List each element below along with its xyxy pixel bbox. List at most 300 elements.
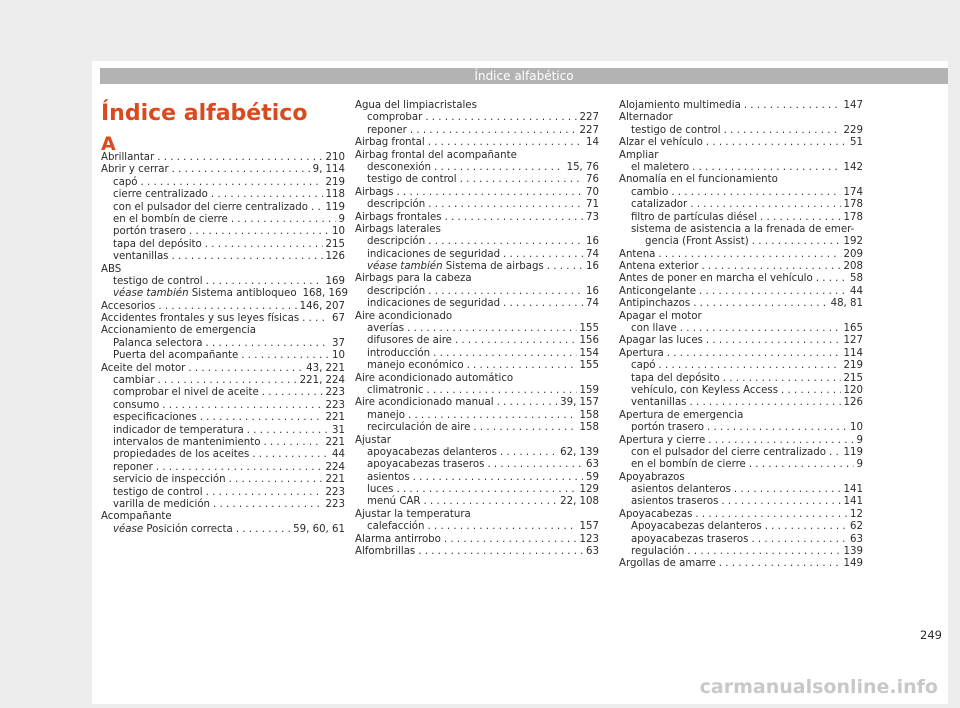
index-entry-pages: 224 xyxy=(325,461,345,473)
index-entry-text: capó xyxy=(631,360,656,372)
index-heading xyxy=(355,509,599,521)
index-entry-pages: 51 xyxy=(850,137,863,149)
index-entry-label xyxy=(619,286,696,298)
index-column-1 xyxy=(101,151,348,536)
index-heading-label: ABS xyxy=(101,263,122,275)
index-entry-pages: 126 xyxy=(843,397,863,409)
index-entry xyxy=(355,236,599,248)
index-entry xyxy=(619,435,863,447)
index-entry-pages: 71 xyxy=(586,199,599,211)
index-entry xyxy=(355,174,599,186)
index-entry-pages: 219 xyxy=(843,360,863,372)
index-entry-label xyxy=(113,449,249,461)
index-entry xyxy=(101,189,345,201)
index-entry xyxy=(101,214,345,226)
index-entry-label xyxy=(367,323,404,335)
index-entry-text: portón trasero xyxy=(113,226,187,238)
index-entry-label xyxy=(631,546,684,558)
index-entry-pages: 154 xyxy=(579,347,599,359)
index-heading-label: Airbag frontal del acompañante xyxy=(355,149,517,161)
index-entry-pages: 139 xyxy=(843,546,863,558)
index-entry-pages: 67 xyxy=(332,313,345,325)
index-entry-pages: 15, 76 xyxy=(566,161,599,173)
dot-leader xyxy=(424,496,558,508)
index-entry-pages: 165 xyxy=(843,323,863,335)
index-entry-pages: 156 xyxy=(579,335,599,347)
index-entry-text: con el pulsador del cierre centralizado xyxy=(631,446,826,458)
dot-leader xyxy=(444,534,577,546)
index-heading-label: Apoyabrazos xyxy=(619,471,685,483)
index-entry xyxy=(101,400,345,412)
index-entry-label xyxy=(101,363,185,375)
dot-leader xyxy=(311,202,323,214)
index-entry-label xyxy=(101,164,169,176)
dot-leader xyxy=(263,437,322,449)
index-entry-pages: 169 xyxy=(325,275,345,287)
index-heading xyxy=(619,174,863,186)
dot-leader xyxy=(236,524,290,536)
dot-leader xyxy=(752,236,841,248)
index-entry-text: regulación xyxy=(631,546,685,558)
index-entry-text: Apoyacabezas xyxy=(619,508,693,520)
index-entry-pages: 158 xyxy=(579,422,599,434)
index-entry-text: desconexión xyxy=(367,161,431,173)
index-entry-pages: 74 xyxy=(586,298,599,310)
index-entry xyxy=(101,524,345,536)
index-entry-text: Airbags xyxy=(355,186,394,198)
index-entry-text: consumo xyxy=(113,399,160,411)
page-title: Índice alfabético xyxy=(101,101,308,126)
index-entry xyxy=(355,472,599,484)
index-entry-text: Sistema de airbags xyxy=(445,261,544,273)
index-entry-label xyxy=(367,298,500,310)
index-entry xyxy=(101,449,345,461)
index-entry xyxy=(355,521,599,533)
index-entry-text: en el bombín de cierre xyxy=(631,459,746,471)
index-entry-pages: 16 xyxy=(586,236,599,248)
index-entry xyxy=(355,410,599,422)
index-entry xyxy=(619,373,863,385)
cross-reference-prefix: véase también xyxy=(113,288,189,300)
watermark: carmanualsonline.info xyxy=(699,676,938,698)
index-entry-label xyxy=(367,199,425,211)
index-entry-label xyxy=(367,261,544,273)
index-entry xyxy=(355,286,599,298)
index-entry xyxy=(619,348,863,360)
index-entry-text: menú CAR xyxy=(367,496,421,508)
index-entry-pages: 58 xyxy=(850,273,863,285)
index-entry-pages: 127 xyxy=(843,335,863,347)
dot-leader xyxy=(427,385,577,397)
index-entry-text: asientos traseros xyxy=(631,496,719,508)
index-entry xyxy=(101,412,345,424)
index-entry-text: cambio xyxy=(631,186,669,198)
index-entry-label xyxy=(631,534,748,546)
index-heading-label: Acompañante xyxy=(101,511,172,523)
index-entry-label xyxy=(619,348,664,360)
index-column-2 xyxy=(355,100,599,558)
index-entry-text: calefacción xyxy=(367,521,425,533)
dot-leader xyxy=(692,162,840,174)
index-entry-text: Abrir y cerrar xyxy=(101,164,169,176)
index-entry-label xyxy=(367,410,405,422)
index-entry xyxy=(619,261,863,273)
dot-leader xyxy=(708,435,853,447)
index-entry xyxy=(355,298,599,310)
index-entry-pages: 149 xyxy=(843,558,863,570)
index-entry xyxy=(619,125,863,137)
index-entry-pages: 123 xyxy=(579,533,599,545)
index-entry xyxy=(101,251,345,263)
index-entry-text: indicaciones de seguridad xyxy=(367,248,501,260)
index-heading xyxy=(101,264,345,276)
index-entry xyxy=(619,497,863,509)
dot-leader xyxy=(428,199,583,211)
index-entry xyxy=(355,546,599,558)
dot-leader xyxy=(418,546,583,558)
index-entry-label xyxy=(101,152,154,164)
index-entry xyxy=(355,249,599,261)
index-entry-label xyxy=(631,199,687,211)
dot-leader xyxy=(428,521,577,533)
index-entry-pages: 221 xyxy=(325,474,345,486)
dot-leader xyxy=(695,509,847,521)
index-entry xyxy=(355,212,599,224)
index-entry-label xyxy=(367,174,457,186)
index-entry-label xyxy=(631,521,762,533)
index-entry-label xyxy=(619,435,705,447)
dot-leader xyxy=(659,360,841,372)
index-entry xyxy=(101,313,345,325)
index-column-3 xyxy=(619,100,863,571)
index-entry-text: propiedades de los aceites xyxy=(113,449,250,461)
page-number: 249 xyxy=(920,628,942,642)
index-entry-label xyxy=(631,323,677,335)
dot-leader xyxy=(213,499,323,511)
header-title: Índice alfabético xyxy=(474,69,574,83)
index-entry-text: ventanillas xyxy=(631,397,687,409)
index-entry xyxy=(101,338,345,350)
index-entry xyxy=(619,298,863,310)
index-entry-label xyxy=(355,212,442,224)
index-entry-text: indicaciones de seguridad xyxy=(367,298,501,310)
index-entry-label xyxy=(113,251,169,263)
index-entry-text: asientos delanteros xyxy=(631,484,731,496)
index-entry xyxy=(619,447,863,459)
index-entry-pages: 59, 60, 61 xyxy=(293,523,345,535)
index-entry xyxy=(355,422,599,434)
index-entry-label xyxy=(631,459,746,471)
dot-leader xyxy=(231,214,336,226)
index-heading xyxy=(619,311,863,323)
index-entry-text: recirculación de aire xyxy=(367,422,471,434)
index-entry-text: Alzar el vehículo xyxy=(619,137,703,149)
index-entry-label xyxy=(113,202,308,214)
index-entry-label xyxy=(367,335,452,347)
dot-leader xyxy=(156,462,323,474)
index-entry xyxy=(619,534,863,546)
index-entry xyxy=(355,112,599,124)
index-entry-text: cierre centralizado xyxy=(113,189,208,201)
index-entry-text: capó xyxy=(113,176,138,188)
dot-leader xyxy=(497,397,558,409)
index-entry-pages: 119 xyxy=(843,446,863,458)
index-entry-label xyxy=(631,422,704,434)
dot-leader xyxy=(455,335,577,347)
index-entry-text: Antipinchazos xyxy=(619,298,691,310)
index-entry xyxy=(619,385,863,397)
dot-leader xyxy=(724,125,841,137)
dot-leader xyxy=(706,335,841,347)
dot-leader xyxy=(445,212,583,224)
dot-leader xyxy=(433,348,576,360)
index-heading xyxy=(619,472,863,484)
index-entry-pages: 209 xyxy=(843,248,863,260)
dot-leader xyxy=(829,447,841,459)
index-entry-label xyxy=(367,125,407,137)
dot-leader xyxy=(503,249,583,261)
index-entry-label xyxy=(367,521,425,533)
dot-leader xyxy=(781,385,841,397)
index-entry-text: manejo económico xyxy=(367,360,464,372)
index-entry xyxy=(619,236,863,248)
index-entry xyxy=(101,239,345,251)
index-entry-text: introducción xyxy=(367,347,431,359)
index-entry-text: intervalos de mantenimiento xyxy=(113,436,261,448)
index-entry xyxy=(619,199,863,211)
dot-leader xyxy=(428,286,583,298)
dot-leader xyxy=(141,177,323,189)
index-entry-label xyxy=(367,348,430,360)
index-entry-label xyxy=(113,487,203,499)
index-heading xyxy=(355,150,599,162)
index-heading-label: Airbags laterales xyxy=(355,223,441,235)
index-entry-pages: 157 xyxy=(579,521,599,533)
index-entry-pages: 9 xyxy=(856,459,863,471)
dot-leader xyxy=(206,487,323,499)
index-heading-label: Aire acondicionado xyxy=(355,310,453,322)
index-entry xyxy=(619,335,863,347)
index-entry-label xyxy=(113,288,297,300)
index-entry-text: Antena xyxy=(619,248,656,260)
index-entry-pages: 44 xyxy=(332,449,345,461)
index-entry-pages: 223 xyxy=(325,399,345,411)
dot-leader xyxy=(760,212,841,224)
index-entry-label xyxy=(367,459,484,471)
index-entry-label xyxy=(113,474,226,486)
dot-leader xyxy=(434,162,564,174)
index-entry-label xyxy=(113,425,244,437)
index-entry-text: en el bombín de cierre xyxy=(113,213,228,225)
index-entry xyxy=(619,422,863,434)
dot-leader xyxy=(428,137,583,149)
index-entry-pages: 215 xyxy=(843,372,863,384)
index-entry-pages: 10 xyxy=(332,226,345,238)
index-heading xyxy=(101,325,345,337)
index-entry-text: con el pulsador del cierre centralizado xyxy=(113,201,308,213)
index-entry xyxy=(355,125,599,137)
index-entry-text: Abrillantar xyxy=(101,151,155,163)
index-entry-pages: 178 xyxy=(843,211,863,223)
index-entry-label xyxy=(113,338,202,350)
index-heading-label: sistema de asistencia a la frenada de emer- xyxy=(631,223,855,235)
index-entry-text: Posición correcta xyxy=(146,523,233,535)
index-entry-label xyxy=(113,387,259,399)
dot-leader xyxy=(252,449,329,461)
index-entry-label xyxy=(631,187,668,199)
index-entry-pages: 43, 221 xyxy=(306,362,345,374)
index-entry-label xyxy=(631,162,689,174)
dot-leader xyxy=(680,323,841,335)
dot-leader xyxy=(503,298,583,310)
index-entry-text: testigo de control xyxy=(631,124,721,136)
dot-leader xyxy=(247,425,329,437)
index-entry xyxy=(101,226,345,238)
dot-leader xyxy=(302,313,329,325)
index-heading-label: Airbags para la cabeza xyxy=(355,273,472,285)
index-entry-text: Apertura y cierre xyxy=(619,434,706,446)
index-entry-label xyxy=(631,397,687,409)
index-entry-text: servicio de inspección xyxy=(113,474,226,486)
dot-leader xyxy=(162,400,322,412)
index-entry-label xyxy=(619,249,655,261)
index-entry-label xyxy=(355,534,441,546)
dot-leader xyxy=(205,338,329,350)
index-heading-label: Ajustar la temperatura xyxy=(355,508,471,520)
index-entry xyxy=(101,350,345,362)
index-entry xyxy=(355,397,599,409)
index-heading xyxy=(101,511,345,523)
index-entry-text: testigo de control xyxy=(367,174,457,186)
index-entry xyxy=(619,484,863,496)
index-entry xyxy=(355,199,599,211)
index-entry xyxy=(619,249,863,261)
index-entry-pages: 48, 81 xyxy=(830,298,863,310)
index-entry-label xyxy=(113,412,197,424)
dot-leader xyxy=(408,410,577,422)
index-entry-pages: 223 xyxy=(325,486,345,498)
index-entry xyxy=(355,385,599,397)
index-entry-text: apoyacabezas delanteros xyxy=(367,446,497,458)
index-entry-pages: 192 xyxy=(843,236,863,248)
index-heading-label: Aire acondicionado automático xyxy=(355,372,514,384)
index-entry-label xyxy=(619,273,813,285)
index-entry-pages: 9, 114 xyxy=(312,164,345,176)
index-entry xyxy=(101,301,345,313)
index-entry-pages: 76 xyxy=(586,174,599,186)
index-entry-pages: 229 xyxy=(843,124,863,136)
index-entry-label xyxy=(367,360,464,372)
index-entry-text: cambiar xyxy=(113,375,155,387)
index-entry-label xyxy=(367,447,497,459)
cross-reference-prefix: véase xyxy=(113,523,144,535)
index-heading-label: Ampliar xyxy=(619,149,659,161)
index-entry-pages: 16 xyxy=(586,285,599,297)
dot-leader xyxy=(707,422,847,434)
index-entry-label xyxy=(367,496,421,508)
dot-leader xyxy=(734,484,841,496)
index-entry-pages: 227 xyxy=(579,124,599,136)
index-entry-text: Antes de poner en marcha el vehículo xyxy=(619,273,813,285)
index-entry xyxy=(619,521,863,533)
index-entry-pages: 221 xyxy=(325,436,345,448)
dot-leader xyxy=(693,298,827,310)
index-entry-label xyxy=(113,375,155,387)
index-entry-text: portón trasero xyxy=(631,422,705,434)
index-entry-text: Alfombrillas xyxy=(355,546,416,558)
index-entry-text: Accidentes frontales y sus leyes físicas xyxy=(101,313,300,325)
index-entry-label xyxy=(367,422,470,434)
index-entry-pages: 73 xyxy=(586,211,599,223)
index-entry-text: descripción xyxy=(367,285,426,297)
index-entry-pages: 59 xyxy=(586,471,599,483)
running-header xyxy=(100,68,948,84)
dot-leader xyxy=(547,261,583,273)
index-entry-text: comprobar el nivel de aceite xyxy=(113,387,259,399)
dot-leader xyxy=(687,546,840,558)
index-entry-label xyxy=(113,189,208,201)
dot-leader xyxy=(765,521,847,533)
dot-leader xyxy=(189,226,329,238)
dot-leader xyxy=(229,474,323,486)
index-entry-pages: 142 xyxy=(843,161,863,173)
dot-leader xyxy=(690,397,841,409)
dot-leader xyxy=(172,164,310,176)
dot-leader xyxy=(706,137,847,149)
index-entry xyxy=(101,375,345,387)
index-heading xyxy=(619,410,863,422)
dot-leader xyxy=(721,496,840,508)
index-entry-label xyxy=(631,484,731,496)
dot-leader xyxy=(701,261,840,273)
index-entry-text: con llave xyxy=(631,323,677,335)
dot-leader xyxy=(413,472,583,484)
index-entry-label xyxy=(113,437,260,449)
index-entry-pages: 9 xyxy=(338,213,345,225)
index-entry-text: Airbag frontal xyxy=(355,137,425,149)
index-entry-pages: 120 xyxy=(843,384,863,396)
index-entry-label xyxy=(367,112,422,124)
index-entry-text: Anticongelante xyxy=(619,285,697,297)
index-entry xyxy=(101,363,345,375)
index-entry-text: apoyacabezas traseros xyxy=(631,533,749,545)
index-entry xyxy=(355,335,599,347)
dot-leader xyxy=(671,187,840,199)
index-entry xyxy=(619,100,863,112)
dot-leader xyxy=(699,286,847,298)
index-heading xyxy=(619,150,863,162)
index-entry-label xyxy=(113,462,153,474)
index-entry-text: catalizador xyxy=(631,199,688,211)
dot-leader xyxy=(205,239,323,251)
index-entry xyxy=(101,487,345,499)
index-entry-text: gencia (Front Assist) xyxy=(645,236,749,248)
dot-leader xyxy=(158,375,297,387)
index-entry-text: descripción xyxy=(367,199,426,211)
index-entry-pages: 10 xyxy=(850,422,863,434)
index-entry xyxy=(355,348,599,360)
index-entry-pages: 16 xyxy=(586,261,599,273)
index-entry-pages: 63 xyxy=(586,459,599,471)
index-entry-pages: 22, 108 xyxy=(560,496,599,508)
index-entry-label xyxy=(367,249,500,261)
index-entry-text: climatronic xyxy=(367,384,424,396)
index-entry-label xyxy=(113,350,238,362)
index-entry-label xyxy=(367,385,424,397)
index-entry-pages: 208 xyxy=(843,261,863,273)
index-entry-pages: 221 xyxy=(325,412,345,424)
index-heading-label: Anomalía en el funcionamiento xyxy=(619,174,778,186)
